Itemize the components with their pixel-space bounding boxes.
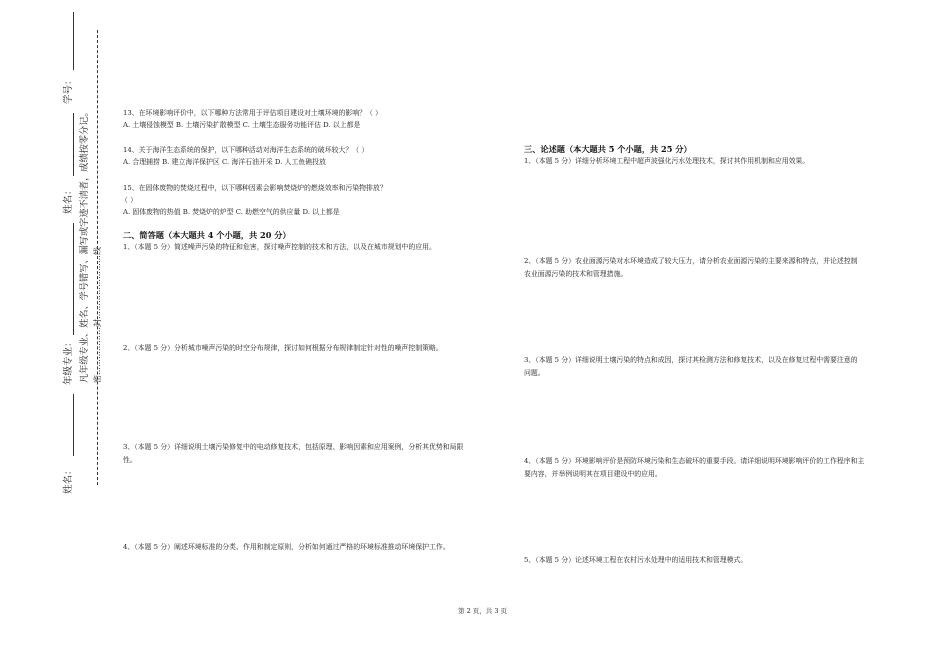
q14-text: 14、关于海洋生态系统的保护，以下哪种活动对海洋生态系统的破坏较大？（ ） [123, 146, 369, 154]
binding-instruction: 凡年级专业、姓名、学号错写、漏写或字迹不清者，成绩按零分记。 [79, 107, 90, 383]
q15-paren: （ ） [121, 196, 137, 204]
short-answer-item-3: 3、（本题 5 分）详细说明土壤污染修复中的电动修复技术，包括原理、影响因素和应用案例，分析其优势和局限性。 [123, 443, 464, 464]
seal-dashed-line [97, 30, 98, 485]
field-line-school [73, 394, 74, 456]
q13-options: A. 土壤侵蚀模型 B. 土壤污染扩散模型 C. 土壤生态服务功能评估 D. 以上都是 [123, 121, 361, 129]
field-label-school: 姓名： [63, 465, 74, 494]
essay-item-3: 3、（本题 5 分）详细说明土壤污染的特点和成因，探讨其检测方法和修复技术，以及在修复过程中需要注意的问题。 [524, 356, 858, 377]
field-label-name: 姓名： [63, 185, 74, 214]
q13-text: 13、在环境影响评价中，以下哪种方法常用于评估项目建设对土壤环境的影响？（ ） [123, 109, 383, 117]
q15-options: A. 固体废物的热值 B. 焚烧炉的炉型 C. 助燃空气的供应量 D. 以上都是 [123, 208, 340, 216]
seal-line-label: 密………………封……………………线 [93, 247, 102, 383]
essay-item-2: 2、（本题 5 分）农业面源污染对水环境造成了较大压力，请分析农业面源污染的主要来源和特点，并论述控制农业面源污染的技术和管理措施。 [524, 257, 858, 278]
short-answer-item-2: 2、（本题 5 分）分析城市噪声污染的时空分布规律，探讨如何根据分布规律制定针对性的噪声控制策略。 [123, 344, 443, 352]
field-label-major: 年级专业： [63, 337, 74, 385]
field-line-student-id [73, 12, 74, 70]
page-number: 第 2 页，共 3 页 [458, 607, 508, 615]
essay-heading: 三、论述题（本大题共 5 个小题，共 25 分） [524, 144, 692, 154]
q15-text: 15、在固体废物的焚烧过程中，以下哪种因素会影响焚烧炉的燃烧效率和污染物排放？ [123, 184, 387, 192]
essay-item-1: 1、（本题 5 分）详细分析环境工程中超声波强化污水处理技术，探讨其作用机制和应用效果。 [524, 157, 810, 165]
field-label-student-id: 学号： [63, 75, 74, 104]
field-line-name [73, 113, 74, 176]
q14-options: A. 合理捕捞 B. 建立海洋保护区 C. 海洋石油开采 D. 人工鱼礁投放 [123, 158, 326, 166]
short-answer-item-4: 4、（本题 5 分）阐述环境标准的分类、作用和制定原则，分析如何通过严格的环境标准推动环境保护工作。 [123, 543, 450, 551]
field-line-major [73, 223, 74, 335]
essay-item-4: 4、（本题 5 分）环境影响评价是预防环境污染和生态破坏的重要手段。请详细说明环境影响评价的工作程序和主要内容，并举例说明其在项目建设中的应用。 [524, 457, 865, 478]
essay-item-5: 5、（本题 5 分）论述环境工程在农村污水处理中的适用技术和管理模式。 [524, 556, 748, 564]
short-answer-heading: 二、简答题（本大题共 4 个小题，共 20 分） [123, 230, 291, 240]
short-answer-item-1: 1、（本题 5 分）简述噪声污染的特征和危害，探讨噪声控制的技术和方法，以及在城市规划中的应用。 [123, 243, 436, 251]
